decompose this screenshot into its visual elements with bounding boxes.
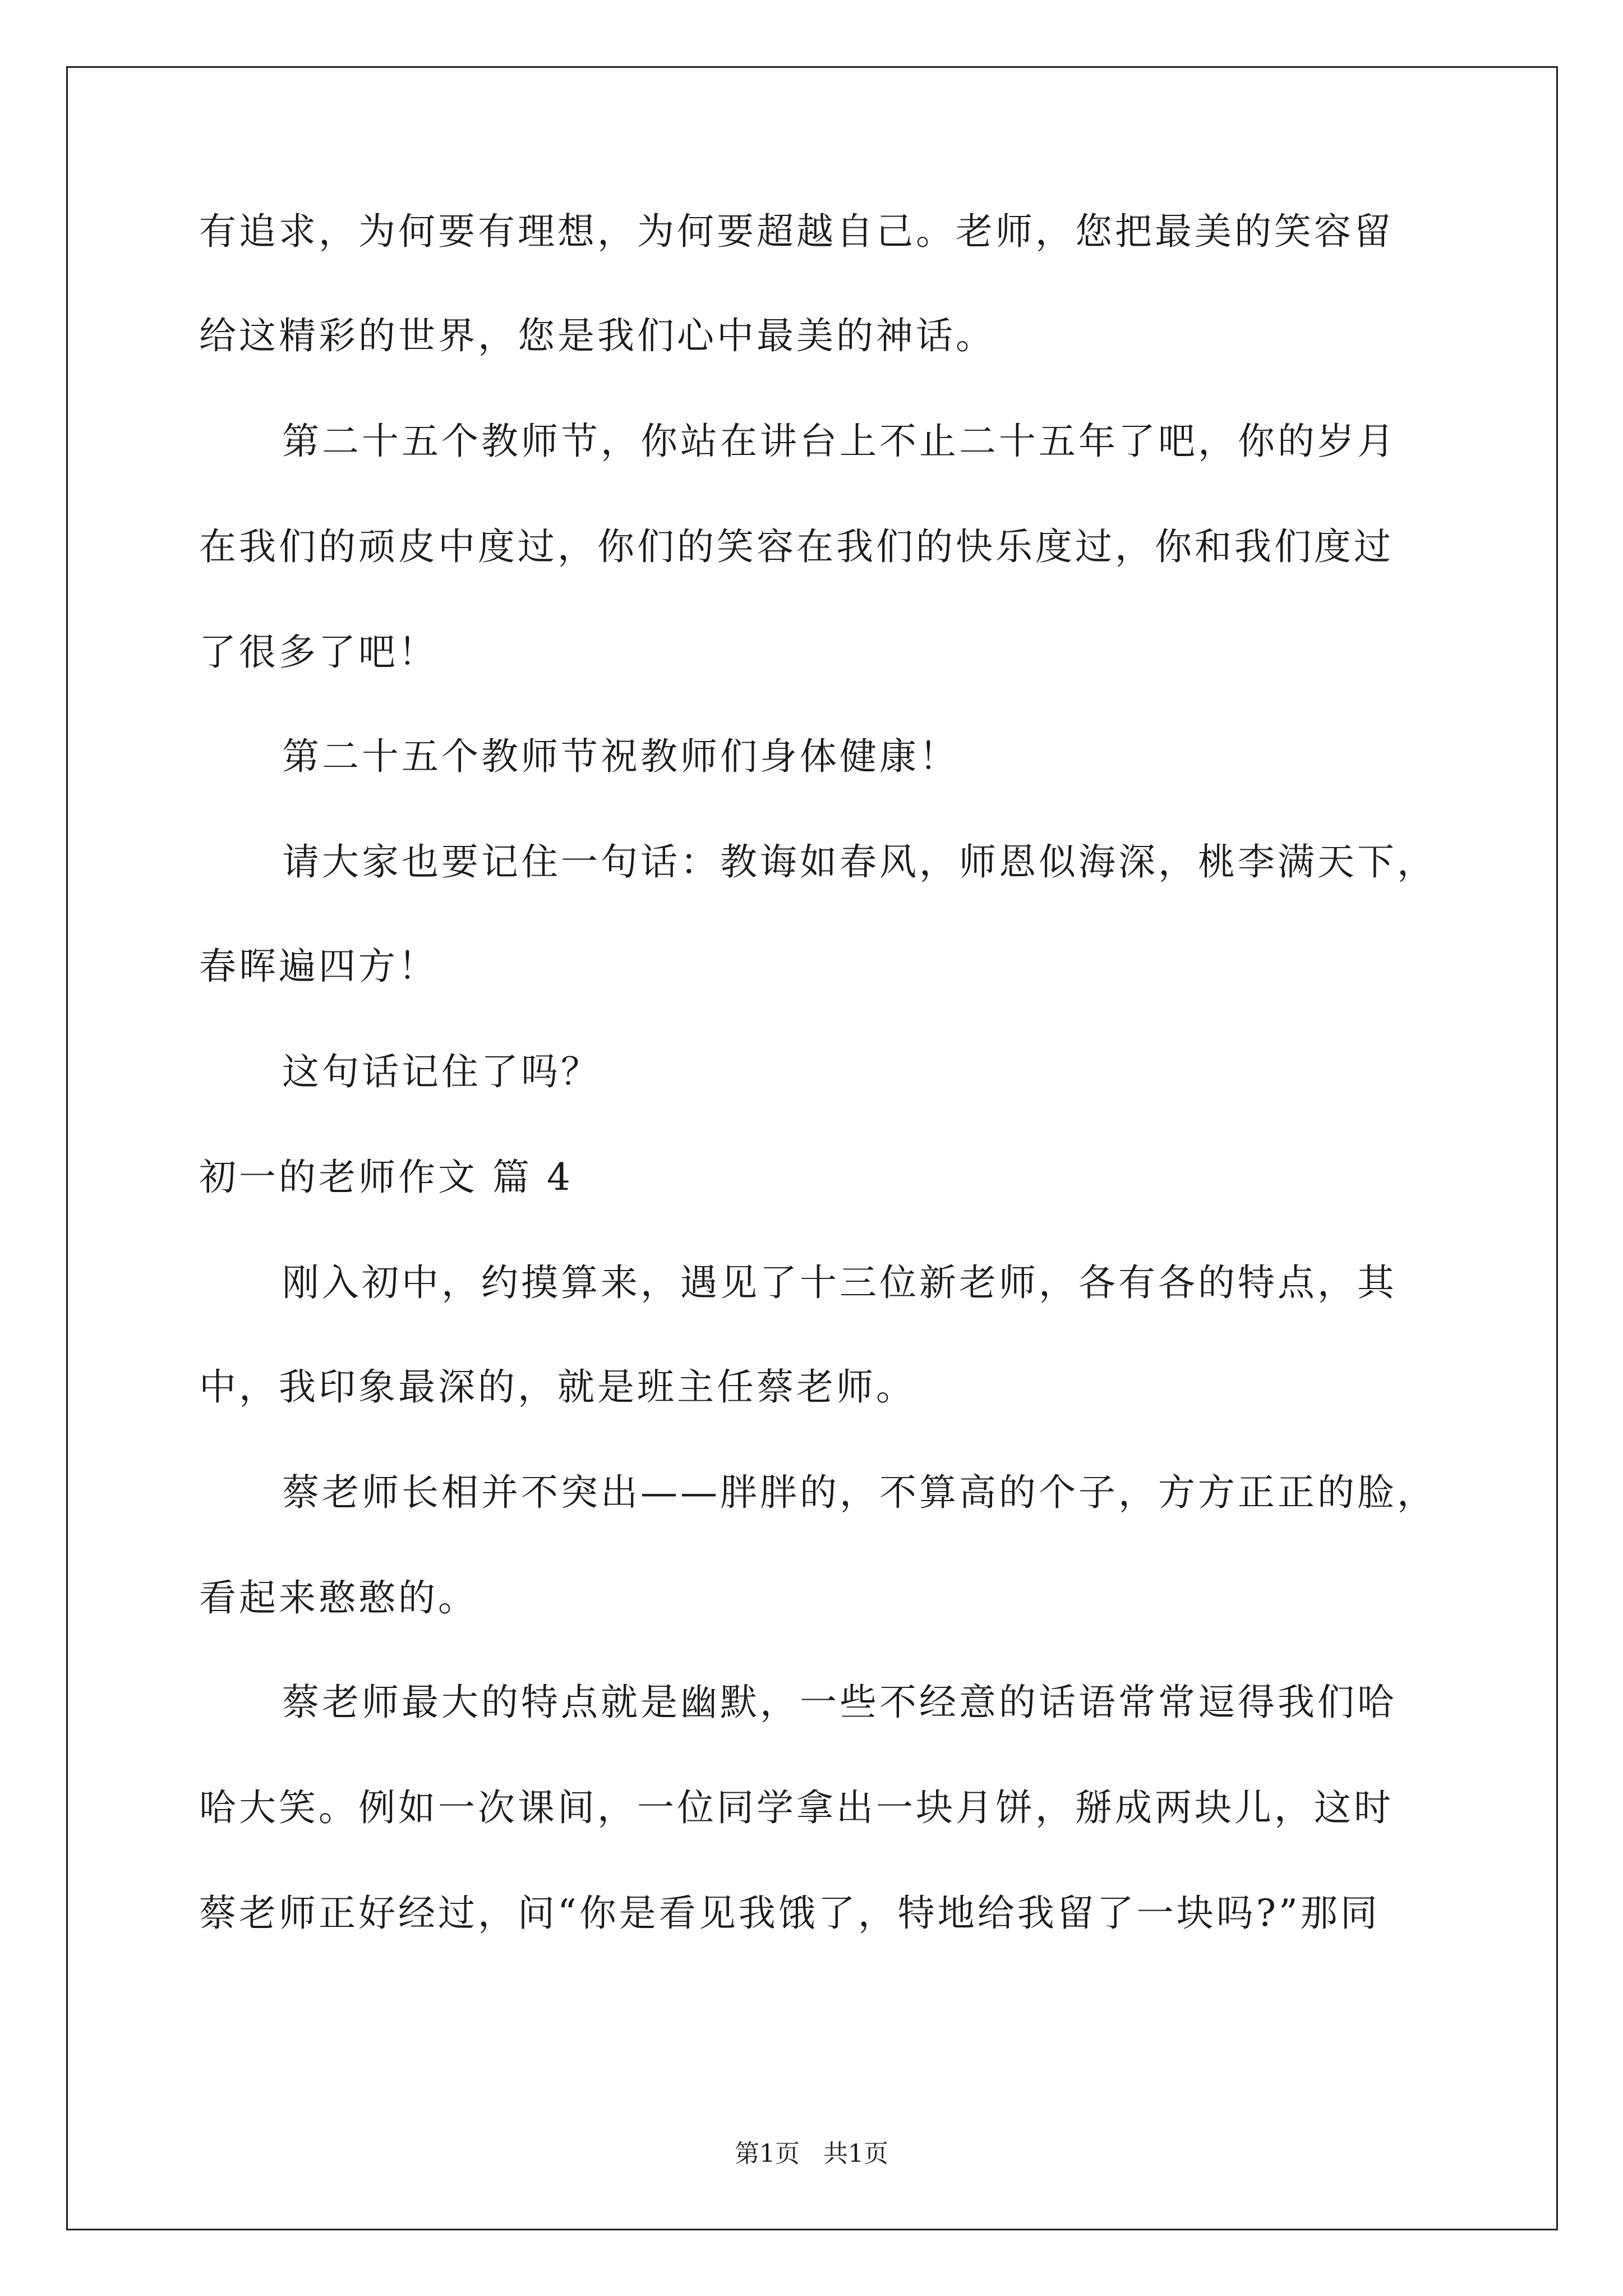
text-line: 有追求，为何要有理想，为何要超越自己。老师，您把最美的笑容留 — [199, 210, 1394, 253]
text-line: 看起来憨憨的。 — [199, 1576, 478, 1619]
paragraph-start-line: 这句话记住了吗？ — [282, 1050, 601, 1093]
paragraph-start-line: 第二十五个教师节祝教师们身体健康！ — [282, 735, 959, 778]
text-line: 了很多了吧！ — [199, 631, 438, 674]
text-line: 哈大笑。例如一次课间，一位同学拿出一块月饼，掰成两块儿，这时 — [199, 1786, 1394, 1829]
text-line: 春晖遍四方！ — [199, 945, 438, 988]
paragraph-start-line: 刚入初中，约摸算来，遇见了十三位新老师，各有各的特点，其 — [282, 1261, 1397, 1304]
text-line: 蔡老师正好经过，问“你是看见我饿了，特地给我留了一块吗?”那同 — [199, 1892, 1380, 1935]
text-line: 给这精彩的世界，您是我们心中最美的神话。 — [199, 314, 995, 357]
paragraph-start-line: 蔡老师长相并不突出——胖胖的，不算高的个子，方方正正的脸， — [282, 1471, 1437, 1514]
section-heading: 初一的老师作文 篇 4 — [199, 1156, 573, 1199]
text-line: 在我们的顽皮中度过，你们的笑容在我们的快乐度过，你和我们度过 — [199, 525, 1394, 568]
page-footer: 第1页 共1页 — [735, 2139, 888, 2168]
paragraph-start-line: 第二十五个教师节，你站在讲台上不止二十五年了吧，你的岁月 — [282, 420, 1397, 463]
paragraph-start-line: 请大家也要记住一句话：教诲如春风，师恩似海深，桃李满天下， — [282, 840, 1437, 884]
text-line: 中，我印象最深的，就是班主任蔡老师。 — [199, 1365, 916, 1409]
paragraph-start-line: 蔡老师最大的特点就是幽默，一些不经意的话语常常逗得我们哈 — [282, 1681, 1397, 1724]
